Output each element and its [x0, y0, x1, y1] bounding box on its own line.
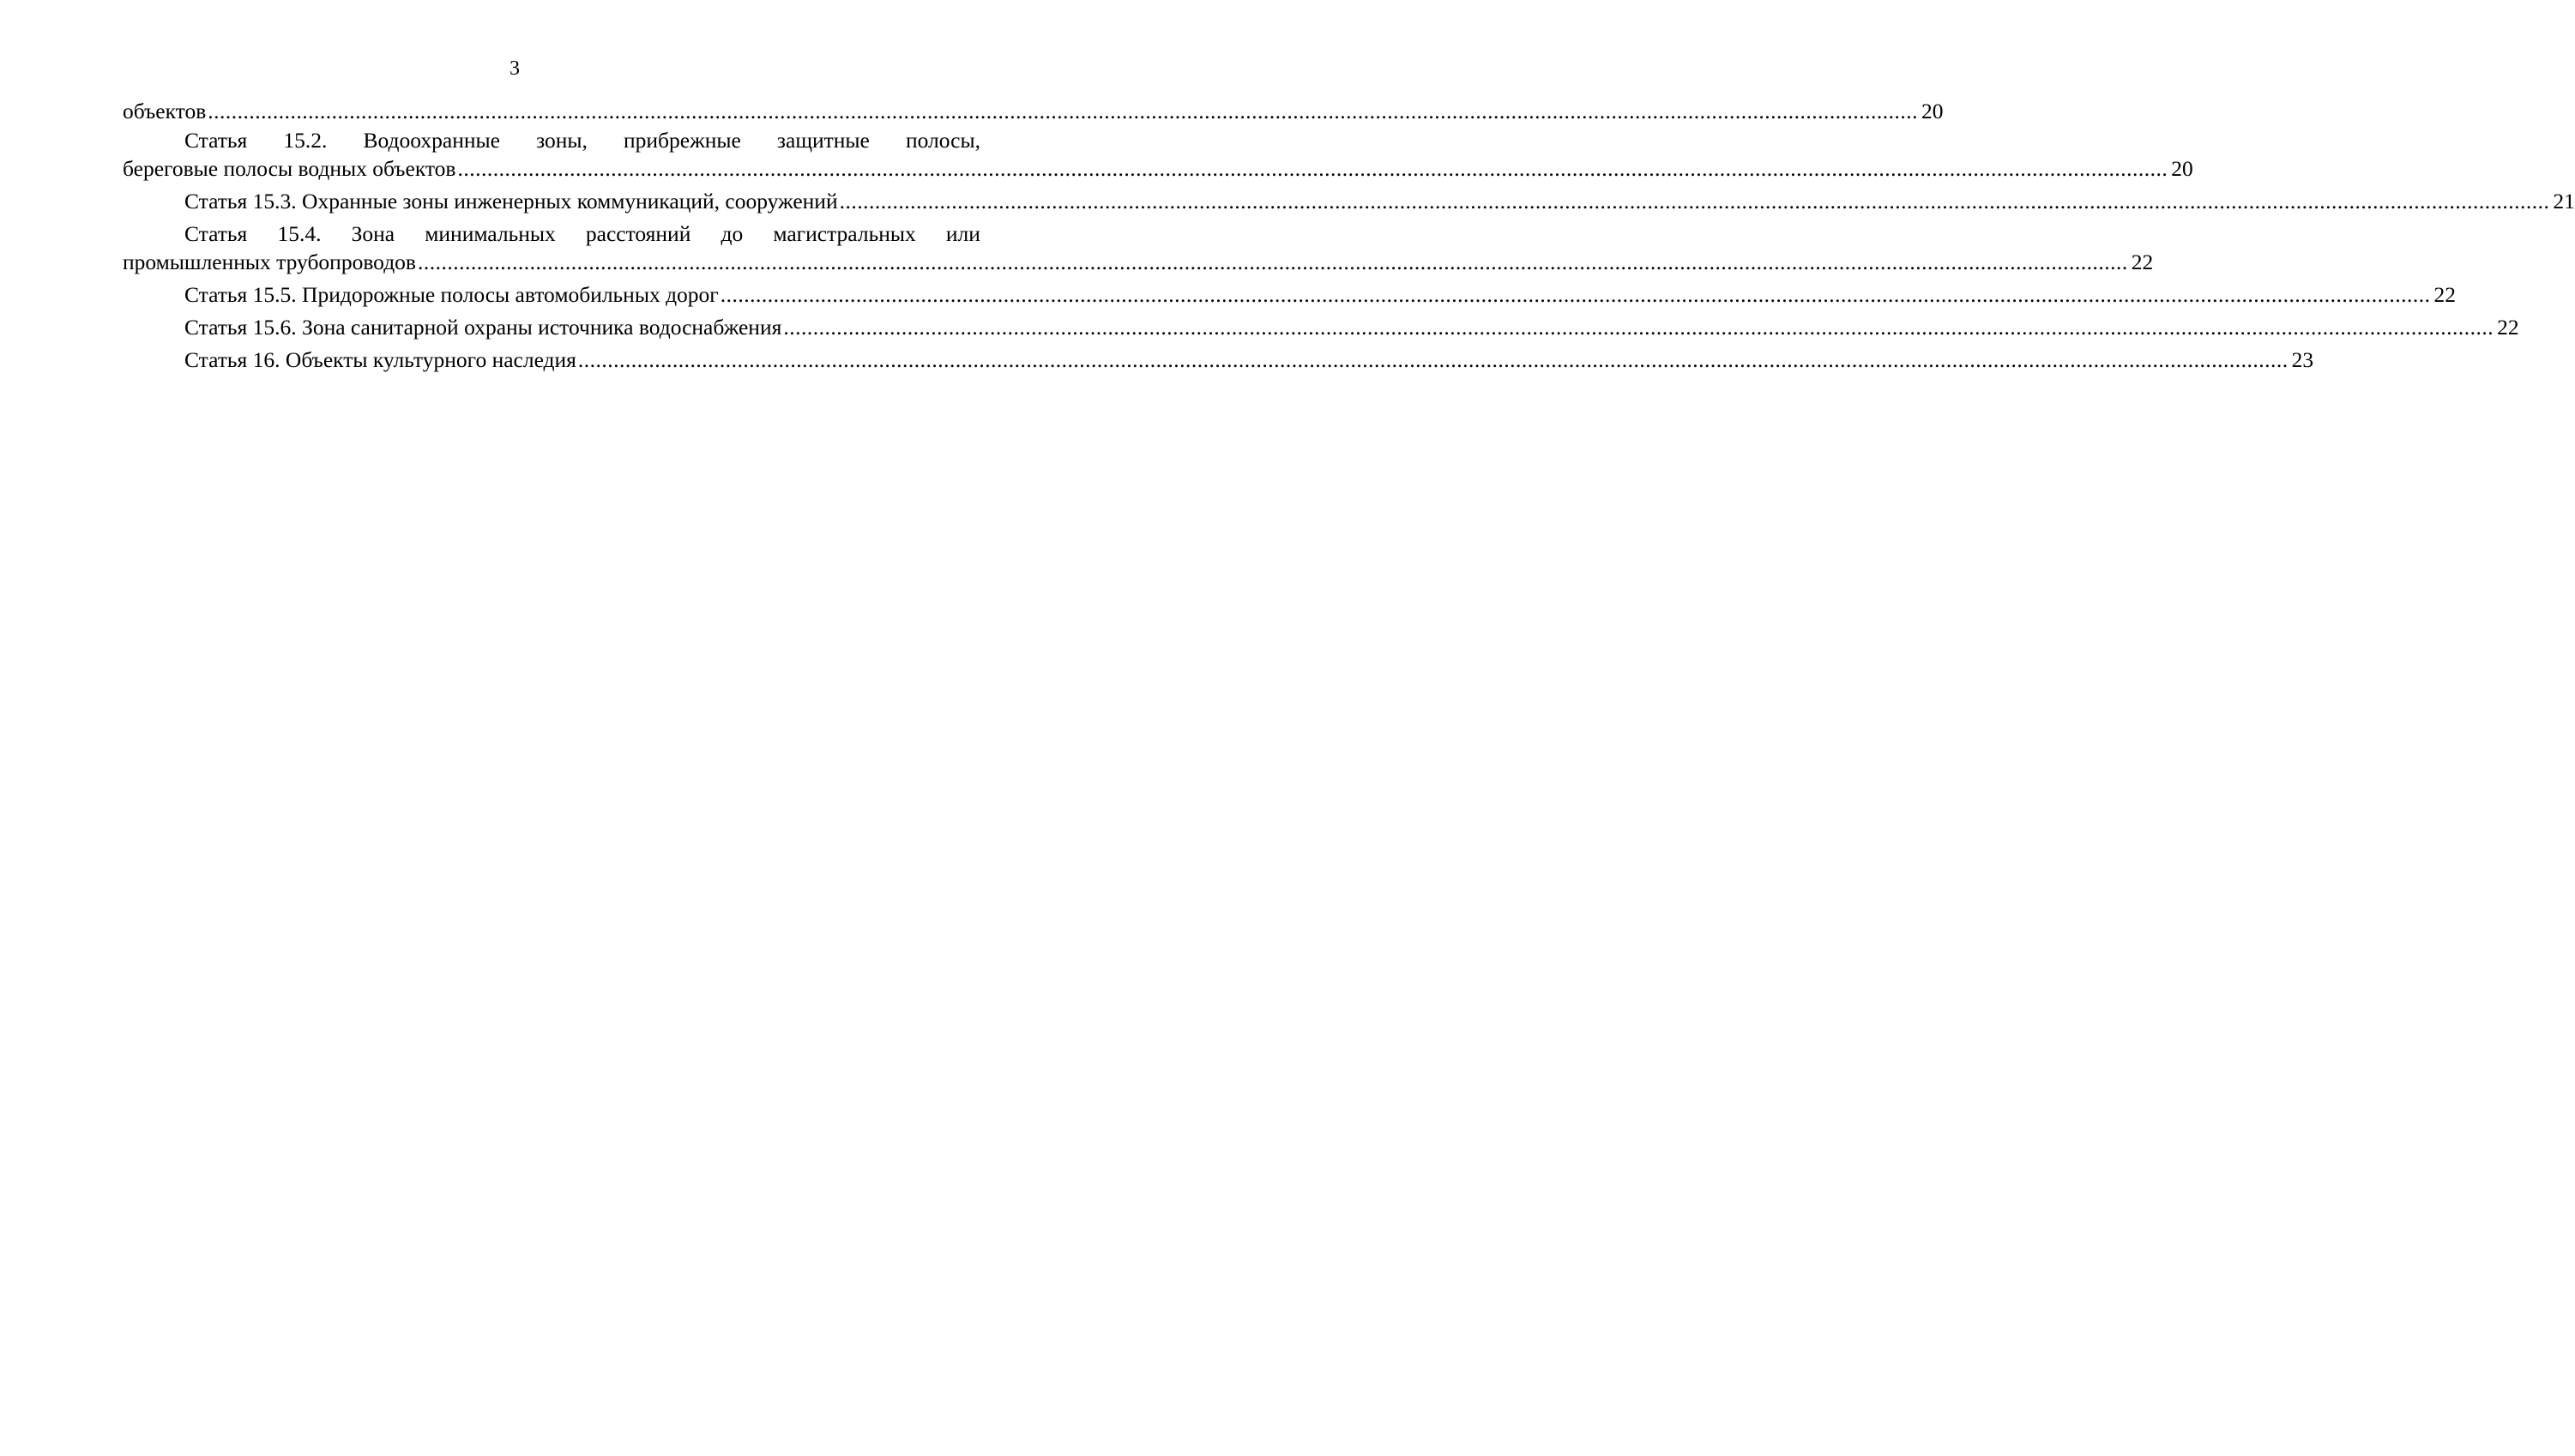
toc-entry	[123, 220, 2154, 276]
toc-word: 15.2.	[283, 128, 328, 153]
toc-entry-title: объектов	[123, 99, 207, 123]
toc-entry	[123, 346, 2314, 374]
toc-line	[123, 154, 2193, 183]
toc-entry-title: промышленных трубопроводов	[123, 250, 416, 274]
toc-line	[123, 187, 2575, 215]
toc-word: Водоохранные	[363, 128, 500, 153]
toc-word: Статья	[184, 221, 248, 246]
toc-word: до	[721, 221, 744, 246]
toc-word: Зона	[351, 221, 395, 246]
dot-leader	[418, 248, 2128, 276]
toc-word: полосы,	[905, 128, 980, 153]
toc-entry-title: береговые полосы водных объектов	[123, 156, 456, 181]
table-of-contents	[123, 98, 2575, 374]
toc-word: прибрежные	[624, 128, 741, 153]
toc-entry-title: Статья 15.6. Зона санитарной охраны источника водоснабжения	[184, 315, 782, 340]
toc-page-ref: 22	[2433, 282, 2457, 307]
dot-leader	[840, 187, 2550, 215]
dot-leader	[208, 98, 1918, 125]
toc-line	[123, 248, 2154, 276]
toc-entry-title: Статья 16. Объекты культурного наследия	[184, 347, 576, 372]
toc-line	[123, 346, 2314, 374]
toc-word: магистральных	[773, 221, 916, 246]
toc-page-ref: 23	[2291, 347, 2314, 372]
toc-word: расстояний	[585, 221, 691, 246]
toc-line	[123, 313, 2519, 341]
toc-entry	[123, 187, 2575, 215]
toc-word: зоны,	[536, 128, 588, 153]
dot-leader	[578, 346, 2289, 374]
toc-word: 15.4.	[277, 221, 322, 246]
toc-line	[123, 98, 1944, 126]
dot-leader	[721, 280, 2431, 309]
dot-leader	[783, 313, 2494, 341]
toc-word: или	[945, 221, 980, 246]
page-number: 3	[510, 57, 520, 80]
toc-entry-title: Статья 15.5. Придорожные полосы автомобильных дорог	[184, 282, 719, 307]
toc-entry	[123, 98, 1944, 126]
toc-line	[123, 280, 2457, 309]
toc-page-ref: 22	[2131, 250, 2154, 274]
toc-page-ref: 20	[1921, 99, 1944, 123]
toc-entry	[123, 126, 2193, 183]
dot-leader	[457, 154, 2168, 183]
toc-entry	[123, 280, 2457, 309]
toc-line-justified	[123, 126, 980, 154]
toc-entry-title: Статья 15.3. Охранные зоны инженерных коммуникаций, сооружений	[184, 189, 838, 214]
toc-page-ref: 20	[2171, 156, 2193, 181]
toc-line-justified	[123, 220, 980, 248]
toc-page-ref: 22	[2497, 315, 2519, 340]
toc-entry	[123, 313, 2519, 341]
toc-word: защитные	[776, 128, 870, 153]
toc-page-ref: 21	[2553, 189, 2575, 214]
toc-word: минимальных	[425, 221, 556, 246]
toc-word: Статья	[184, 128, 248, 153]
